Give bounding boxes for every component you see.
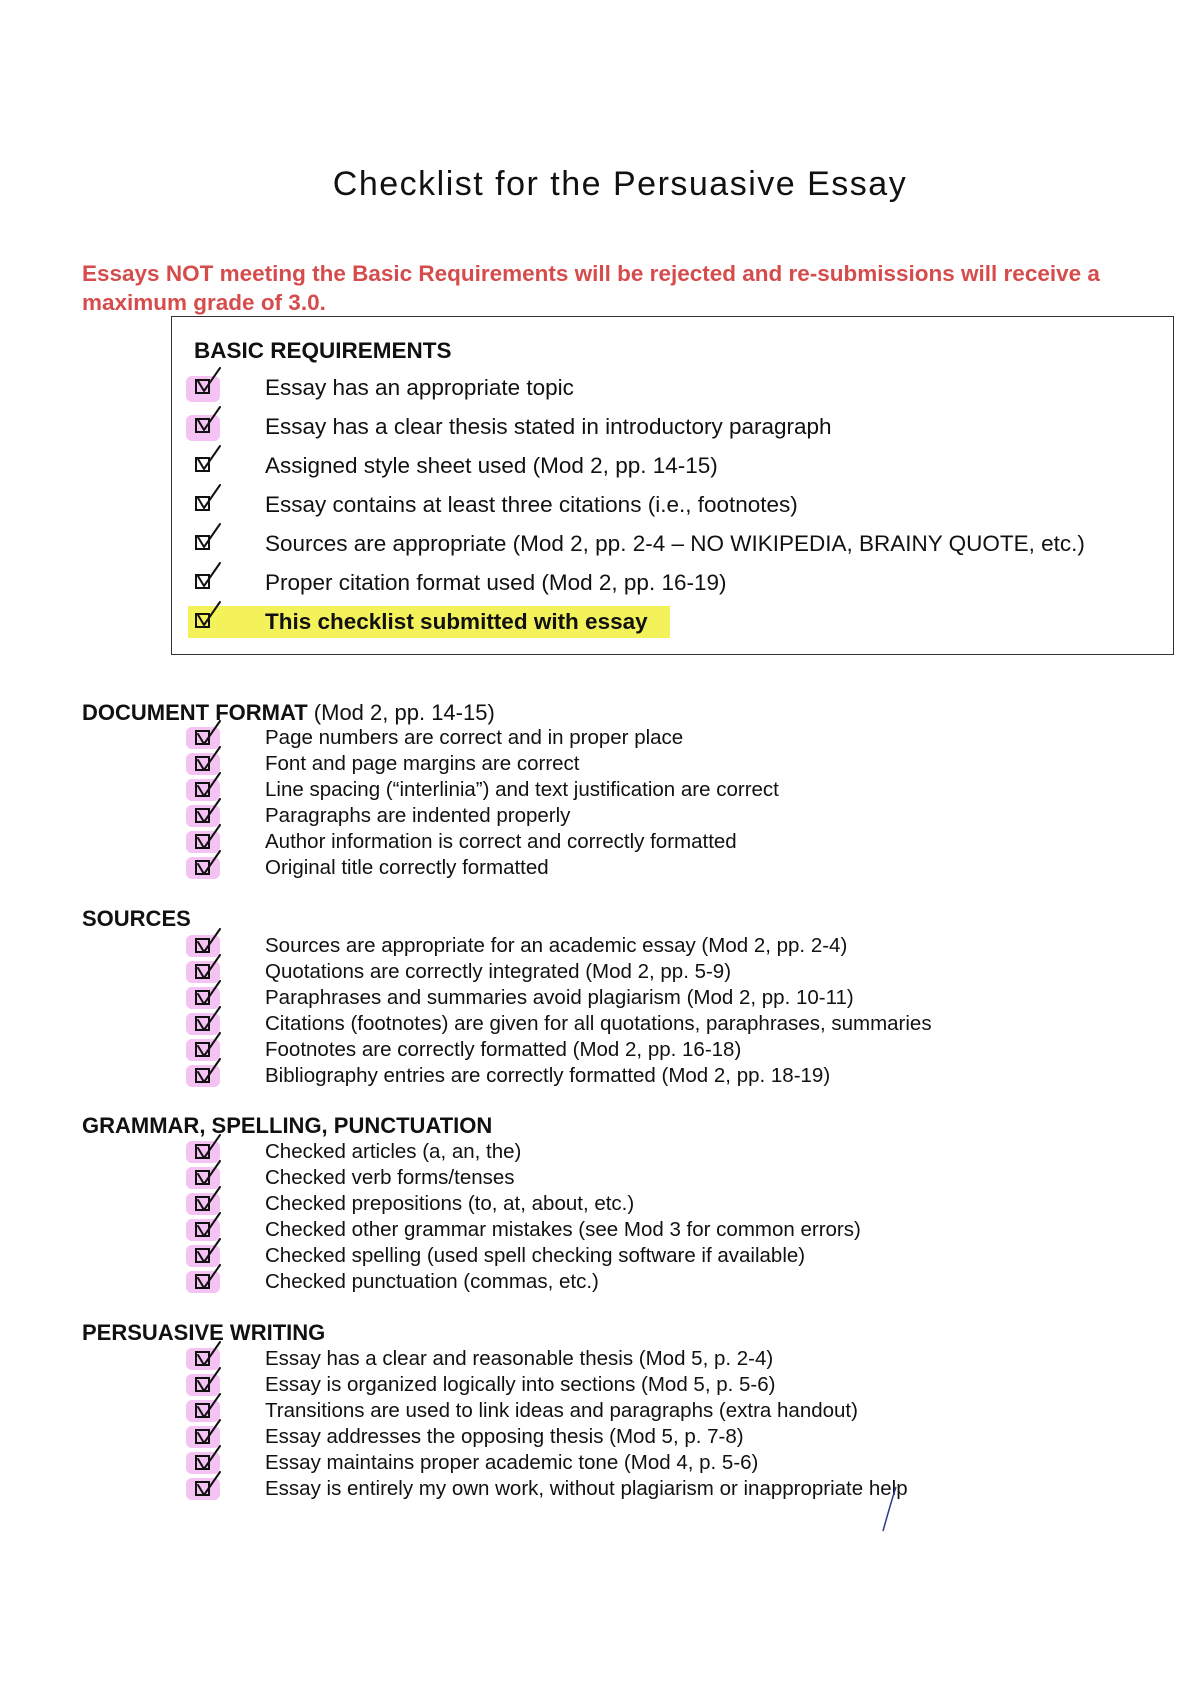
checklist-item-text: Checked other grammar mistakes (see Mod 3 for common errors) bbox=[265, 1218, 861, 1241]
checklist-item-text: Proper citation format used (Mod 2, pp. 16-19) bbox=[265, 570, 727, 595]
checklist-item-text: This checklist submitted with essay bbox=[265, 609, 648, 634]
checklist-item-text: Original title correctly formatted bbox=[265, 856, 549, 879]
checkmark-icon bbox=[193, 444, 223, 474]
checklist-item-text: Checked articles (a, an, the) bbox=[265, 1140, 522, 1163]
checklist-item-text: Essay has a clear thesis stated in introductory paragraph bbox=[265, 414, 832, 439]
checklist-item-text: Footnotes are correctly formatted (Mod 2, pp. 16-18) bbox=[265, 1038, 742, 1061]
checkmark-icon bbox=[193, 405, 223, 435]
document-format-ref: (Mod 2, pp. 14-15) bbox=[313, 700, 495, 725]
checklist-item-text: Page numbers are correct and in proper place bbox=[265, 726, 684, 749]
checklist-item-text: Font and page margins are correct bbox=[265, 752, 580, 775]
checkmark-icon bbox=[193, 600, 223, 630]
checkmark-icon bbox=[193, 1470, 223, 1500]
grammar-heading: GRAMMAR, SPELLING, PUNCTUATION bbox=[82, 1113, 493, 1138]
checklist-item-text: Assigned style sheet used (Mod 2, pp. 14-15) bbox=[265, 453, 718, 478]
checklist-item-text: Bibliography entries are correctly formatted (Mod 2, pp. 18-19) bbox=[265, 1064, 831, 1087]
checkmark-icon bbox=[193, 483, 223, 513]
sources-heading: SOURCES bbox=[82, 906, 191, 931]
checklist-item-text: Author information is correct and correctly formatted bbox=[265, 830, 737, 853]
checklist-item-text: Essay is organized logically into sections (Mod 5, p. 5-6) bbox=[265, 1373, 776, 1396]
checkmark-icon bbox=[193, 522, 223, 552]
page-title: Checklist for the Persuasive Essay bbox=[332, 164, 908, 203]
document-format-heading bbox=[82, 700, 495, 726]
checkmark-icon bbox=[193, 1263, 223, 1293]
checklist-item-text: Checked punctuation (commas, etc.) bbox=[265, 1270, 599, 1293]
checklist-item-text: Checked prepositions (to, at, about, etc.) bbox=[265, 1192, 635, 1215]
checklist-item-text: Essay has an appropriate topic bbox=[265, 375, 574, 400]
checklist-item-text: Checked verb forms/tenses bbox=[265, 1166, 515, 1189]
checklist-item-text: Essay is entirely my own work, without plagiarism or inappropriate help bbox=[265, 1477, 908, 1500]
checklist-item-text: Citations (footnotes) are given for all quotations, paraphrases, summaries bbox=[265, 1012, 932, 1035]
checklist-item-text: Essay maintains proper academic tone (Mod 4, p. 5-6) bbox=[265, 1451, 759, 1474]
checkmark-icon bbox=[193, 366, 223, 396]
basic-requirements-heading: BASIC REQUIREMENTS bbox=[194, 338, 452, 363]
checklist-item-text: Essay has a clear and reasonable thesis (Mod 5, p. 2-4) bbox=[265, 1347, 774, 1370]
persuasive-heading: PERSUASIVE WRITING bbox=[82, 1320, 326, 1345]
checklist-item-text: Quotations are correctly integrated (Mod 2, pp. 5-9) bbox=[265, 960, 732, 983]
checklist-item-text: Essay addresses the opposing thesis (Mod 5, p. 7-8) bbox=[265, 1425, 744, 1448]
document-format-title: DOCUMENT FORMAT bbox=[82, 700, 308, 725]
checklist-item-text: Line spacing (“interlinia”) and text justification are correct bbox=[265, 778, 779, 801]
checkmark-icon bbox=[193, 849, 223, 879]
checklist-item-text: Sources are appropriate (Mod 2, pp. 2-4 – NO WIKIPEDIA, BRAINY QUOTE, etc.) bbox=[265, 531, 1085, 556]
checklist-item-text: Essay contains at least three citations (i.e., footnotes) bbox=[265, 492, 798, 517]
checklist-item-text: Transitions are used to link ideas and paragraphs (extra handout) bbox=[265, 1399, 858, 1422]
checkmark-icon bbox=[193, 561, 223, 591]
checklist-item-text: Checked spelling (used spell checking software if available) bbox=[265, 1244, 806, 1267]
pen-stroke-mark bbox=[880, 1485, 900, 1535]
rejection-warning: Essays NOT meeting the Basic Requirements will be rejected and re-submissions will receive a maximum grade of 3.0. bbox=[82, 260, 1100, 315]
checkmark-icon bbox=[193, 1057, 223, 1087]
checklist-item-text: Paraphrases and summaries avoid plagiarism (Mod 2, pp. 10-11) bbox=[265, 986, 854, 1009]
checklist-item-text: Paragraphs are indented properly bbox=[265, 804, 571, 827]
checklist-item-text: Sources are appropriate for an academic essay (Mod 2, pp. 2-4) bbox=[265, 934, 848, 957]
